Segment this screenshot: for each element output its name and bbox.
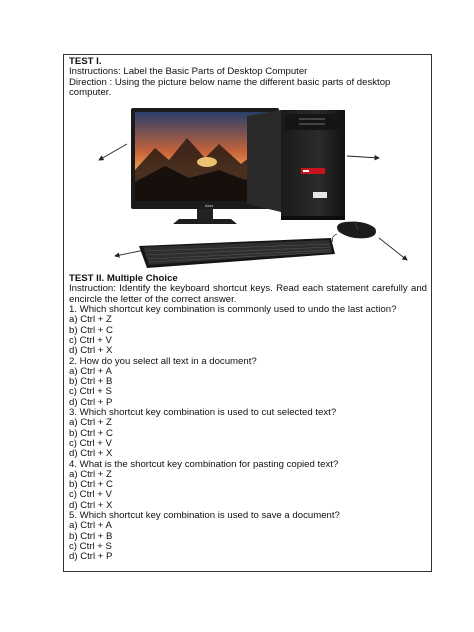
test2-title: TEST II. Multiple Choice	[69, 273, 178, 285]
option-c[interactable]: c) Ctrl + S	[69, 540, 112, 552]
keyboard-icon	[139, 238, 335, 268]
computer-figure	[69, 100, 427, 274]
question-text: 5. Which shortcut key combination is used to save a document?	[69, 510, 340, 522]
option-d[interactable]: d) Ctrl + X	[69, 448, 113, 460]
option-c[interactable]: c) Ctrl + S	[69, 386, 112, 398]
option-a[interactable]: a) Ctrl + Z	[69, 468, 112, 480]
option-c[interactable]: c) Ctrl + V	[69, 334, 112, 346]
question-text: 4. What is the shortcut key combination for pasting copied text?	[69, 458, 339, 470]
option-c[interactable]: c) Ctrl + V	[69, 489, 112, 501]
question-list	[69, 305, 427, 562]
option-a[interactable]: a) Ctrl + Z	[69, 314, 112, 326]
question-2	[69, 357, 427, 408]
computer-illustration	[69, 100, 427, 274]
mouse-icon	[333, 221, 377, 242]
option-d[interactable]: d) Ctrl + P	[69, 396, 113, 408]
question-1	[69, 305, 427, 356]
worksheet-page	[63, 54, 432, 572]
option-d[interactable]: d) Ctrl + X	[69, 499, 113, 511]
option-b[interactable]: b) Ctrl + B	[69, 376, 113, 388]
test1-instructions: Instructions: Label the Basic Parts of Desktop Computer	[69, 66, 308, 78]
option-a[interactable]: a) Ctrl + A	[69, 365, 112, 377]
system-unit-icon	[247, 110, 345, 220]
option-b[interactable]: b) Ctrl + C	[69, 324, 113, 336]
question-text: 2. How do you select all text in a document?	[69, 355, 257, 367]
question-text: 3. Which shortcut key combination is used to cut selected text?	[69, 407, 337, 419]
monitor-brand: Acer	[205, 203, 214, 209]
option-c[interactable]: c) Ctrl + V	[69, 437, 112, 449]
option-b[interactable]: b) Ctrl + C	[69, 479, 113, 491]
question-5	[69, 511, 427, 562]
option-b[interactable]: b) Ctrl + B	[69, 530, 113, 542]
question-3	[69, 408, 427, 459]
question-text: 1. Which shortcut key combination is commonly used to undo the last action?	[69, 304, 397, 316]
test1-direction-line1: Direction : Using the picture below name the different basic parts of desktop	[69, 76, 391, 88]
option-b[interactable]: b) Ctrl + C	[69, 427, 113, 439]
test1-title: TEST I.	[69, 56, 102, 67]
question-4	[69, 460, 427, 511]
option-d[interactable]: d) Ctrl + P	[69, 551, 113, 563]
option-a[interactable]: a) Ctrl + A	[69, 520, 112, 532]
option-a[interactable]: a) Ctrl + Z	[69, 417, 112, 429]
test1-direction-line2: computer.	[69, 86, 112, 98]
option-d[interactable]: d) Ctrl + X	[69, 345, 113, 357]
test2-instruction: Instruction: Identify the keyboard shortcut keys. Read each statement carefully and encircle the letter of the correct answer.	[69, 283, 427, 305]
